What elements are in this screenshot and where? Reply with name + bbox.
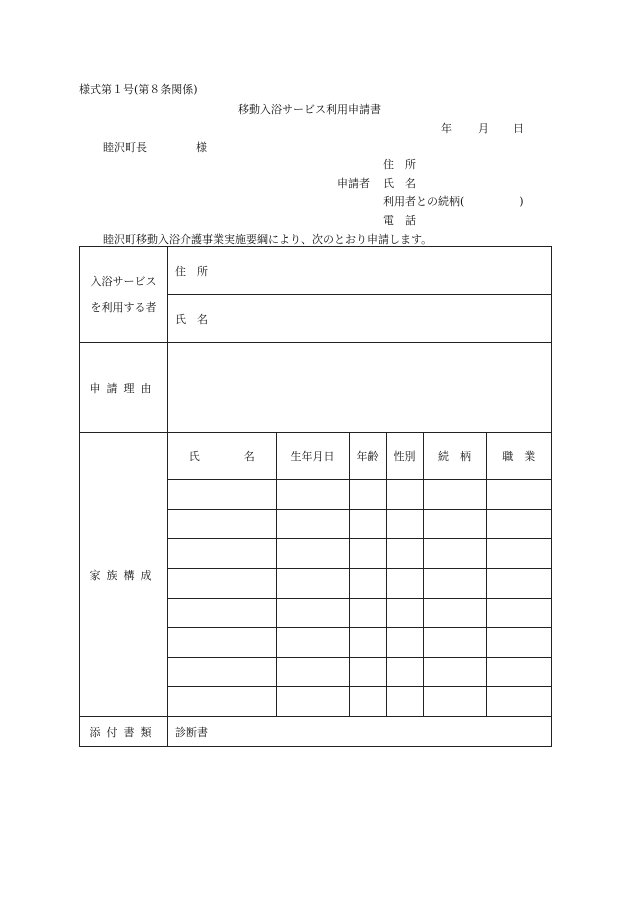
- family-cell[interactable]: [276, 480, 349, 510]
- addressee: 睦沢町長: [103, 141, 147, 154]
- honorific: 様: [196, 141, 207, 154]
- family-row: [168, 657, 551, 687]
- family-cell[interactable]: [349, 539, 386, 569]
- family-cell[interactable]: [486, 568, 551, 598]
- form-title: 移動入浴サービス利用申請書: [238, 103, 381, 116]
- family-cell[interactable]: [386, 509, 423, 539]
- date-month: 月: [478, 122, 489, 135]
- family-cell[interactable]: [349, 480, 386, 510]
- family-cell[interactable]: [423, 657, 486, 687]
- family-cell[interactable]: [168, 628, 276, 658]
- family-cell[interactable]: [386, 539, 423, 569]
- family-table: [168, 433, 551, 716]
- family-cell[interactable]: [349, 628, 386, 658]
- date-year: 年: [441, 122, 452, 135]
- family-cell[interactable]: [423, 568, 486, 598]
- applicant-name-label: 氏 名: [383, 177, 416, 190]
- family-cell[interactable]: [168, 687, 276, 716]
- family-cell[interactable]: [386, 687, 423, 716]
- family-cell[interactable]: [276, 657, 349, 687]
- family-header-row: [168, 433, 551, 480]
- attachments-value: 診断書: [168, 717, 552, 747]
- user-label-line1: 入浴サービス: [90, 274, 157, 288]
- family-row: [168, 598, 551, 628]
- family-cell[interactable]: [423, 628, 486, 658]
- applicant-relation-label: 利用者との続柄( ): [383, 195, 524, 208]
- family-cell[interactable]: [349, 657, 386, 687]
- family-header-birthdate: 生年月日: [276, 433, 349, 480]
- family-header-age: 年齢: [349, 433, 386, 480]
- family-cell[interactable]: [386, 480, 423, 510]
- family-row: [168, 628, 551, 658]
- user-name-field[interactable]: [168, 295, 552, 343]
- family-label: 家族構成: [80, 433, 168, 717]
- family-cell[interactable]: [423, 687, 486, 716]
- family-header-sex: 性別: [386, 433, 423, 480]
- family-row: [168, 539, 551, 569]
- family-cell[interactable]: [386, 628, 423, 658]
- form-number: 様式第１号(第８条関係): [79, 83, 198, 96]
- family-cell[interactable]: [349, 568, 386, 598]
- date-day: 日: [513, 122, 524, 135]
- family-header-occupation: 職 業: [486, 433, 551, 480]
- family-cell[interactable]: [486, 687, 551, 716]
- user-name-label: 氏 名: [175, 312, 208, 326]
- family-row: [168, 480, 551, 510]
- family-cell[interactable]: [168, 568, 276, 598]
- family-cell[interactable]: [386, 657, 423, 687]
- family-cell[interactable]: [276, 628, 349, 658]
- family-cell[interactable]: [423, 480, 486, 510]
- family-cell[interactable]: [168, 657, 276, 687]
- applicant-phone-label: 電 話: [383, 214, 416, 227]
- user-address-label: 住 所: [175, 264, 208, 278]
- user-address-field[interactable]: [168, 247, 552, 295]
- family-cell[interactable]: [276, 539, 349, 569]
- reason-label: 申請理由: [80, 343, 168, 433]
- family-cell[interactable]: [276, 598, 349, 628]
- applicant-address-label: 住 所: [383, 158, 416, 171]
- family-cell[interactable]: [168, 539, 276, 569]
- family-cell[interactable]: [486, 657, 551, 687]
- family-row: [168, 509, 551, 539]
- family-cell[interactable]: [386, 598, 423, 628]
- family-cell[interactable]: [486, 509, 551, 539]
- family-row: [168, 687, 551, 716]
- family-cell[interactable]: [276, 568, 349, 598]
- family-cell[interactable]: [168, 480, 276, 510]
- user-label-line2: を利用する者: [90, 300, 157, 314]
- family-cell[interactable]: [386, 568, 423, 598]
- intro-text: 睦沢町移動入浴介護事業実施要綱により、次のとおり申請します。: [103, 233, 433, 246]
- family-cell[interactable]: [423, 509, 486, 539]
- family-cell[interactable]: [168, 598, 276, 628]
- family-cell[interactable]: [168, 509, 276, 539]
- reason-field[interactable]: [168, 343, 552, 433]
- family-cell[interactable]: [486, 598, 551, 628]
- family-cell[interactable]: [423, 598, 486, 628]
- family-cell[interactable]: [276, 687, 349, 716]
- family-cell[interactable]: [349, 509, 386, 539]
- family-header-name: 氏 名: [168, 433, 276, 480]
- family-header-relation: 続 柄: [423, 433, 486, 480]
- family-cell[interactable]: [486, 539, 551, 569]
- attachments-label: 添付書類: [80, 717, 168, 747]
- family-cell[interactable]: [349, 687, 386, 716]
- application-form-table: [79, 246, 552, 747]
- family-cell[interactable]: [486, 480, 551, 510]
- family-cell[interactable]: [276, 509, 349, 539]
- family-cell[interactable]: [349, 598, 386, 628]
- family-table-cell: [168, 433, 552, 717]
- family-cell[interactable]: [486, 628, 551, 658]
- user-section-label: [80, 247, 168, 343]
- family-cell[interactable]: [423, 539, 486, 569]
- applicant-label: 申請者: [337, 177, 370, 190]
- family-row: [168, 568, 551, 598]
